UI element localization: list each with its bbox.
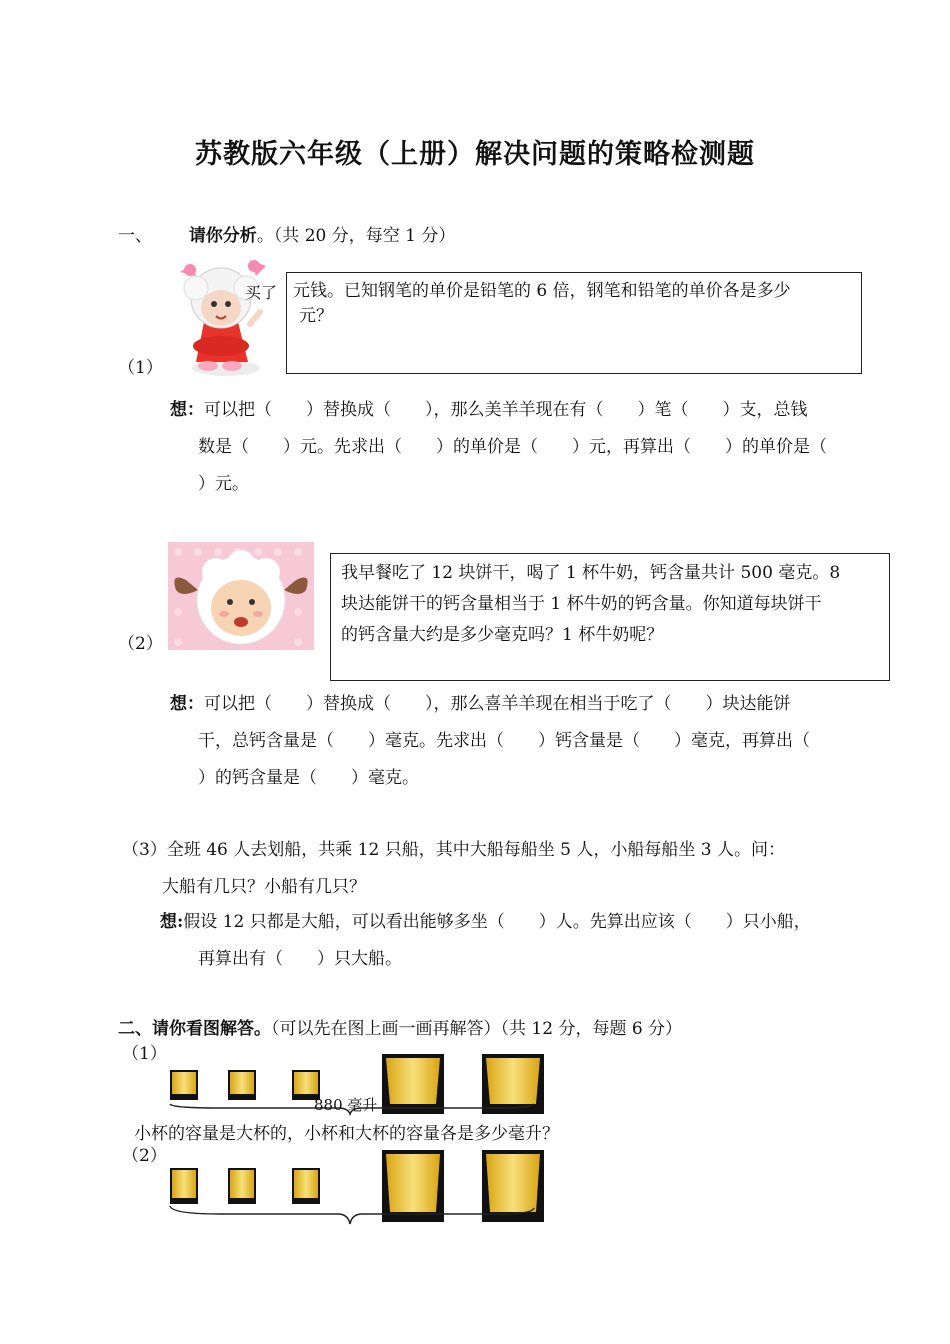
q3-think-line1: [160, 904, 811, 941]
q1-think-label: 想：: [170, 400, 204, 420]
q2-think-text1: 可以把（ ）替换成（ ），那么喜羊羊现在相当于吃了（ ）块达能饼: [204, 694, 791, 714]
meiyangyang-illustration: [166, 250, 266, 380]
q1-think-line1: [170, 392, 808, 429]
q2-think-label: 想：: [170, 694, 204, 714]
q2-speech-box: [330, 553, 890, 681]
xiyangyang-illustration: [168, 542, 314, 650]
s2-q2-cups-figure: [160, 1150, 560, 1234]
s2-q1-question: 小杯的容量是大杯的，小杯和大杯的容量各是多少毫升？: [134, 1124, 559, 1144]
s2-q1-brace-label: 880 毫升: [314, 1096, 378, 1114]
q1-think-line3: ）元。: [198, 474, 249, 494]
section1-title: 请你分析: [188, 226, 257, 246]
small-cup: [170, 1070, 198, 1100]
q3-think-text1: 假设 12 只都是大船，可以看出能够多坐（ ）人。先算出应该（ ）只小船，: [183, 912, 811, 932]
q2-bubble-line3: 的钙含量大约是多少毫克吗？1 杯牛奶呢？: [341, 625, 664, 645]
section2-heading-line: [118, 1011, 682, 1048]
q3-line1: （3）全班 46 人去划船，共乘 12 只船，其中大船每船坐 5 人，小船每船坐 3 人。问：: [122, 840, 785, 860]
q2-think-line3: ）的钙含量是（ ）毫克。: [198, 768, 419, 788]
small-cup: [228, 1168, 256, 1204]
section2-note: （可以先在图上画一画再解答）（共 12 分，每题 6 分）: [271, 1019, 683, 1039]
q3-think-label: 想:: [160, 912, 184, 932]
q1-bubble-line1: 元钱。已知钢笔的单价是铅笔的 6 倍，钢笔和铅笔的单价各是多少: [293, 281, 791, 301]
small-cup: [292, 1168, 320, 1204]
q1-think-line2: 数是（ ）元。先求出（ ）的单价是（ ）元，再算出（ ）的单价是（: [198, 437, 827, 457]
q2-think-line1: [170, 686, 791, 723]
large-cup: [382, 1150, 444, 1222]
large-cup: [382, 1054, 444, 1114]
page-title: 苏教版六年级（上册）解决问题的策略检测题: [195, 139, 755, 170]
q1-think-text1: 可以把（ ）替换成（ ），那么美羊羊现在有（ ）笔（ ）支，总钱: [204, 400, 808, 420]
small-cup: [170, 1168, 198, 1204]
large-cup: [482, 1054, 544, 1114]
brace: [170, 1206, 534, 1224]
q1-speech-box: [286, 272, 862, 374]
q2-bubble-line1: 我早餐吃了 12 块饼干，喝了 1 杯牛奶，钙含量共计 500 毫克。8: [341, 563, 841, 583]
q1-bubble-prefix: 买了: [245, 283, 278, 302]
q2-think-line2: 干，总钙含量是（ ）毫克。先求出（ ）钙含量是（ ）毫克，再算出（: [198, 731, 810, 751]
section1-number: 一、: [118, 226, 152, 246]
section1-note: 。（共 20 分，每空 1 分）: [256, 226, 456, 246]
q2-bubble-line2: 块达能饼干的钙含量相当于 1 杯牛奶的钙含量。你知道每块饼干: [341, 594, 822, 614]
section2-title: 二、请你看图解答。: [118, 1019, 271, 1039]
q2-label: （2）: [118, 634, 163, 654]
q1-label: （1）: [118, 358, 163, 378]
q3-line2: 大船有几只？小船有几只？: [162, 877, 366, 897]
q3-think-line2: 再算出有（ ）只大船。: [198, 949, 402, 969]
large-cup: [482, 1150, 544, 1222]
q1-bubble-line2: 元？: [299, 306, 333, 326]
s2-q2-label: （2）: [122, 1146, 167, 1166]
s2-q1-label: （1）: [122, 1044, 167, 1064]
small-cup: [228, 1070, 256, 1100]
